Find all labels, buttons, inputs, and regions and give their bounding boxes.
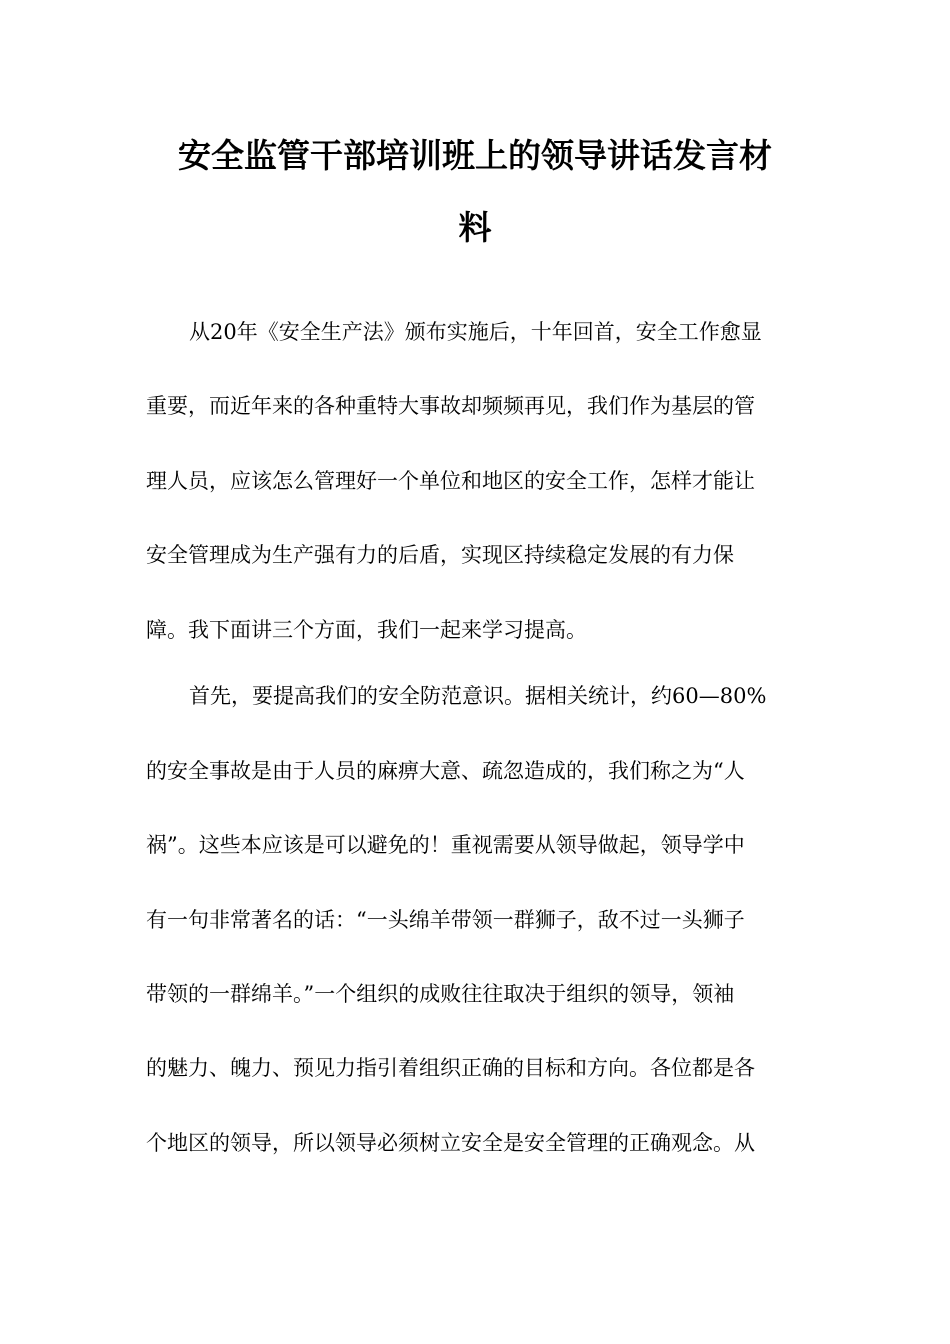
paragraph-2-line-4: 有一句非常著名的话：“一头绵羊带领一群狮子，敌不过一头狮子 [146, 908, 745, 932]
paragraph-1-line-3: 理人员，应该怎么管理好一个单位和地区的安全工作，怎样才能让 [146, 469, 755, 493]
paragraph-1-line-2: 重要，而近年来的各种重特大事故却频频再见，我们作为基层的管 [146, 394, 755, 418]
paragraph-2-line-5: 带领的一群绵羊。”一个组织的成败往往取决于组织的领导，领袖 [146, 982, 735, 1006]
paragraph-1-line-5: 障。我下面讲三个方面，我们一起来学习提高。 [146, 618, 587, 642]
paragraph-2-line-1: 首先，要提高我们的安全防范意识。据相关统计，约60—80% [189, 684, 767, 708]
document-title-line-2: 料 [458, 208, 492, 247]
paragraph-2-line-3: 祸”。这些本应该是可以避免的！重视需要从领导做起，领导学中 [146, 833, 745, 857]
document-title-line-1: 安全监管干部培训班上的领导讲话发言材 [178, 136, 772, 175]
paragraph-1-line-1: 从20年《安全生产法》颁布实施后，十年回首，安全工作愈显 [189, 320, 762, 344]
paragraph-2-line-2: 的安全事故是由于人员的麻痹大意、疏忽造成的，我们称之为“人 [146, 759, 745, 783]
paragraph-2-line-6: 的魅力、魄力、预见力指引着组织正确的目标和方向。各位都是各 [146, 1056, 755, 1080]
paragraph-1-line-4: 安全管理成为生产强有力的后盾，实现区持续稳定发展的有力保 [146, 543, 734, 567]
paragraph-2-line-7: 个地区的领导，所以领导必须树立安全是安全管理的正确观念。从 [146, 1131, 755, 1155]
